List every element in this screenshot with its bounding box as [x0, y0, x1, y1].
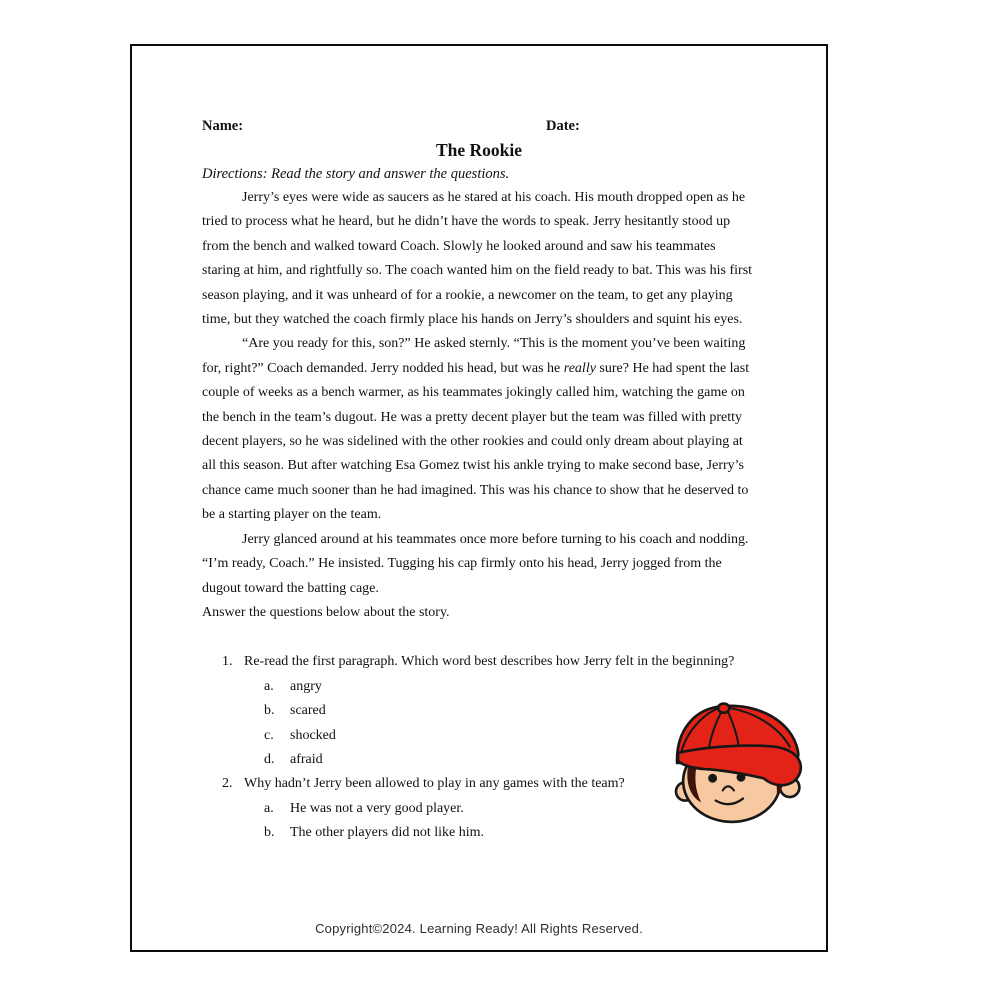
option-text: He was not a very good player.: [290, 800, 464, 816]
answer-option: [202, 724, 756, 748]
story-text: [202, 186, 756, 601]
option-letter: a.: [264, 678, 274, 694]
option-letter: d.: [264, 751, 275, 767]
cap-button: [718, 704, 729, 713]
question-text: Re-read the first paragraph. Which word best describes how Jerry felt in the beginning?: [244, 654, 735, 670]
option-letter: b.: [264, 825, 275, 841]
story-paragraph: [202, 186, 756, 332]
directions-text: Directions: Read the story and answer the questions.: [202, 166, 510, 182]
option-text: angry: [290, 678, 322, 694]
option-letter: b.: [264, 703, 275, 719]
question-number: 1.: [222, 654, 233, 670]
answer-option: [202, 821, 756, 845]
option-letter: c.: [264, 727, 274, 743]
worksheet-page: [130, 44, 828, 952]
closing-line: Answer the questions below about the story.: [202, 604, 450, 620]
story-text-segment: “Are you ready for this, son?” He asked sternly. “This is the moment you’ve been waiting for, right?” Coach demanded. Jerry nodded his head, but was he: [202, 336, 746, 376]
answer-option: [202, 748, 756, 772]
answer-option: [202, 699, 756, 723]
story-text-segment: Jerry’s eyes were wide as saucers as he stared at his coach. His mouth dropped open as he tried to process what he heard, but he didn’t have the words to speak. Jerry hesitantly stood up from the bench and walked toward Coach. Slowly he looked around and saw his teammates staring at him, and rightfully so. The coach wanted him on the field ready to bat. This was his first season playing, and it was unheard of for a rookie, a newcomer on the team, to get any playing time, but they watched the coach firmly place his hands on Jerry’s shoulders and squint his eyes.: [202, 190, 753, 328]
question: [202, 772, 756, 796]
story-paragraph: [202, 528, 756, 601]
option-letter: a.: [264, 800, 274, 816]
page-title: The Rookie: [435, 140, 523, 160]
boy-with-red-cap-illustration: [674, 700, 806, 824]
name-label: Name:: [202, 118, 244, 134]
answer-option: [202, 675, 756, 699]
emphasized-word: really: [563, 360, 596, 376]
name-date-row: [202, 116, 756, 139]
copyright-footer: Copyright©2024. Learning Ready! All Rights Reserved.: [315, 921, 643, 936]
answer-option: [202, 797, 756, 821]
option-text: The other players did not like him.: [290, 825, 485, 841]
question-number: 2.: [222, 776, 233, 792]
story-paragraph: [202, 332, 756, 527]
question: [202, 650, 756, 674]
story-text-segment: sure? He had spent the last couple of weeks as a bench warmer, as his teammates jokingly called him, watching the game on the bench in the team’s dugout. He was a pretty decent player but the team was filled with pretty decent players, so he was sidelined with the other rookies and could only dream about playing at all this season. But after watching Esa Gomez twist his ankle trying to make second base, Jerry’s chance came much sooner than he had imagined. This was his chance to show that he deserved to be a starting player on the team.: [202, 360, 750, 523]
story-text-segment: Jerry glanced around at his teammates once more before turning to his coach and nodding. “I’m ready, Coach.” He insisted. Tugging his cap firmly onto his head, Jerry jogged from the dugout toward the batting cage.: [202, 531, 749, 596]
option-text: afraid: [290, 751, 323, 767]
questions-list: [202, 650, 756, 845]
option-text: scared: [290, 703, 326, 719]
left-eye: [708, 774, 717, 783]
option-text: shocked: [290, 727, 336, 743]
date-label: Date:: [546, 118, 580, 134]
question-text: Why hadn’t Jerry been allowed to play in any games with the team?: [244, 776, 625, 792]
